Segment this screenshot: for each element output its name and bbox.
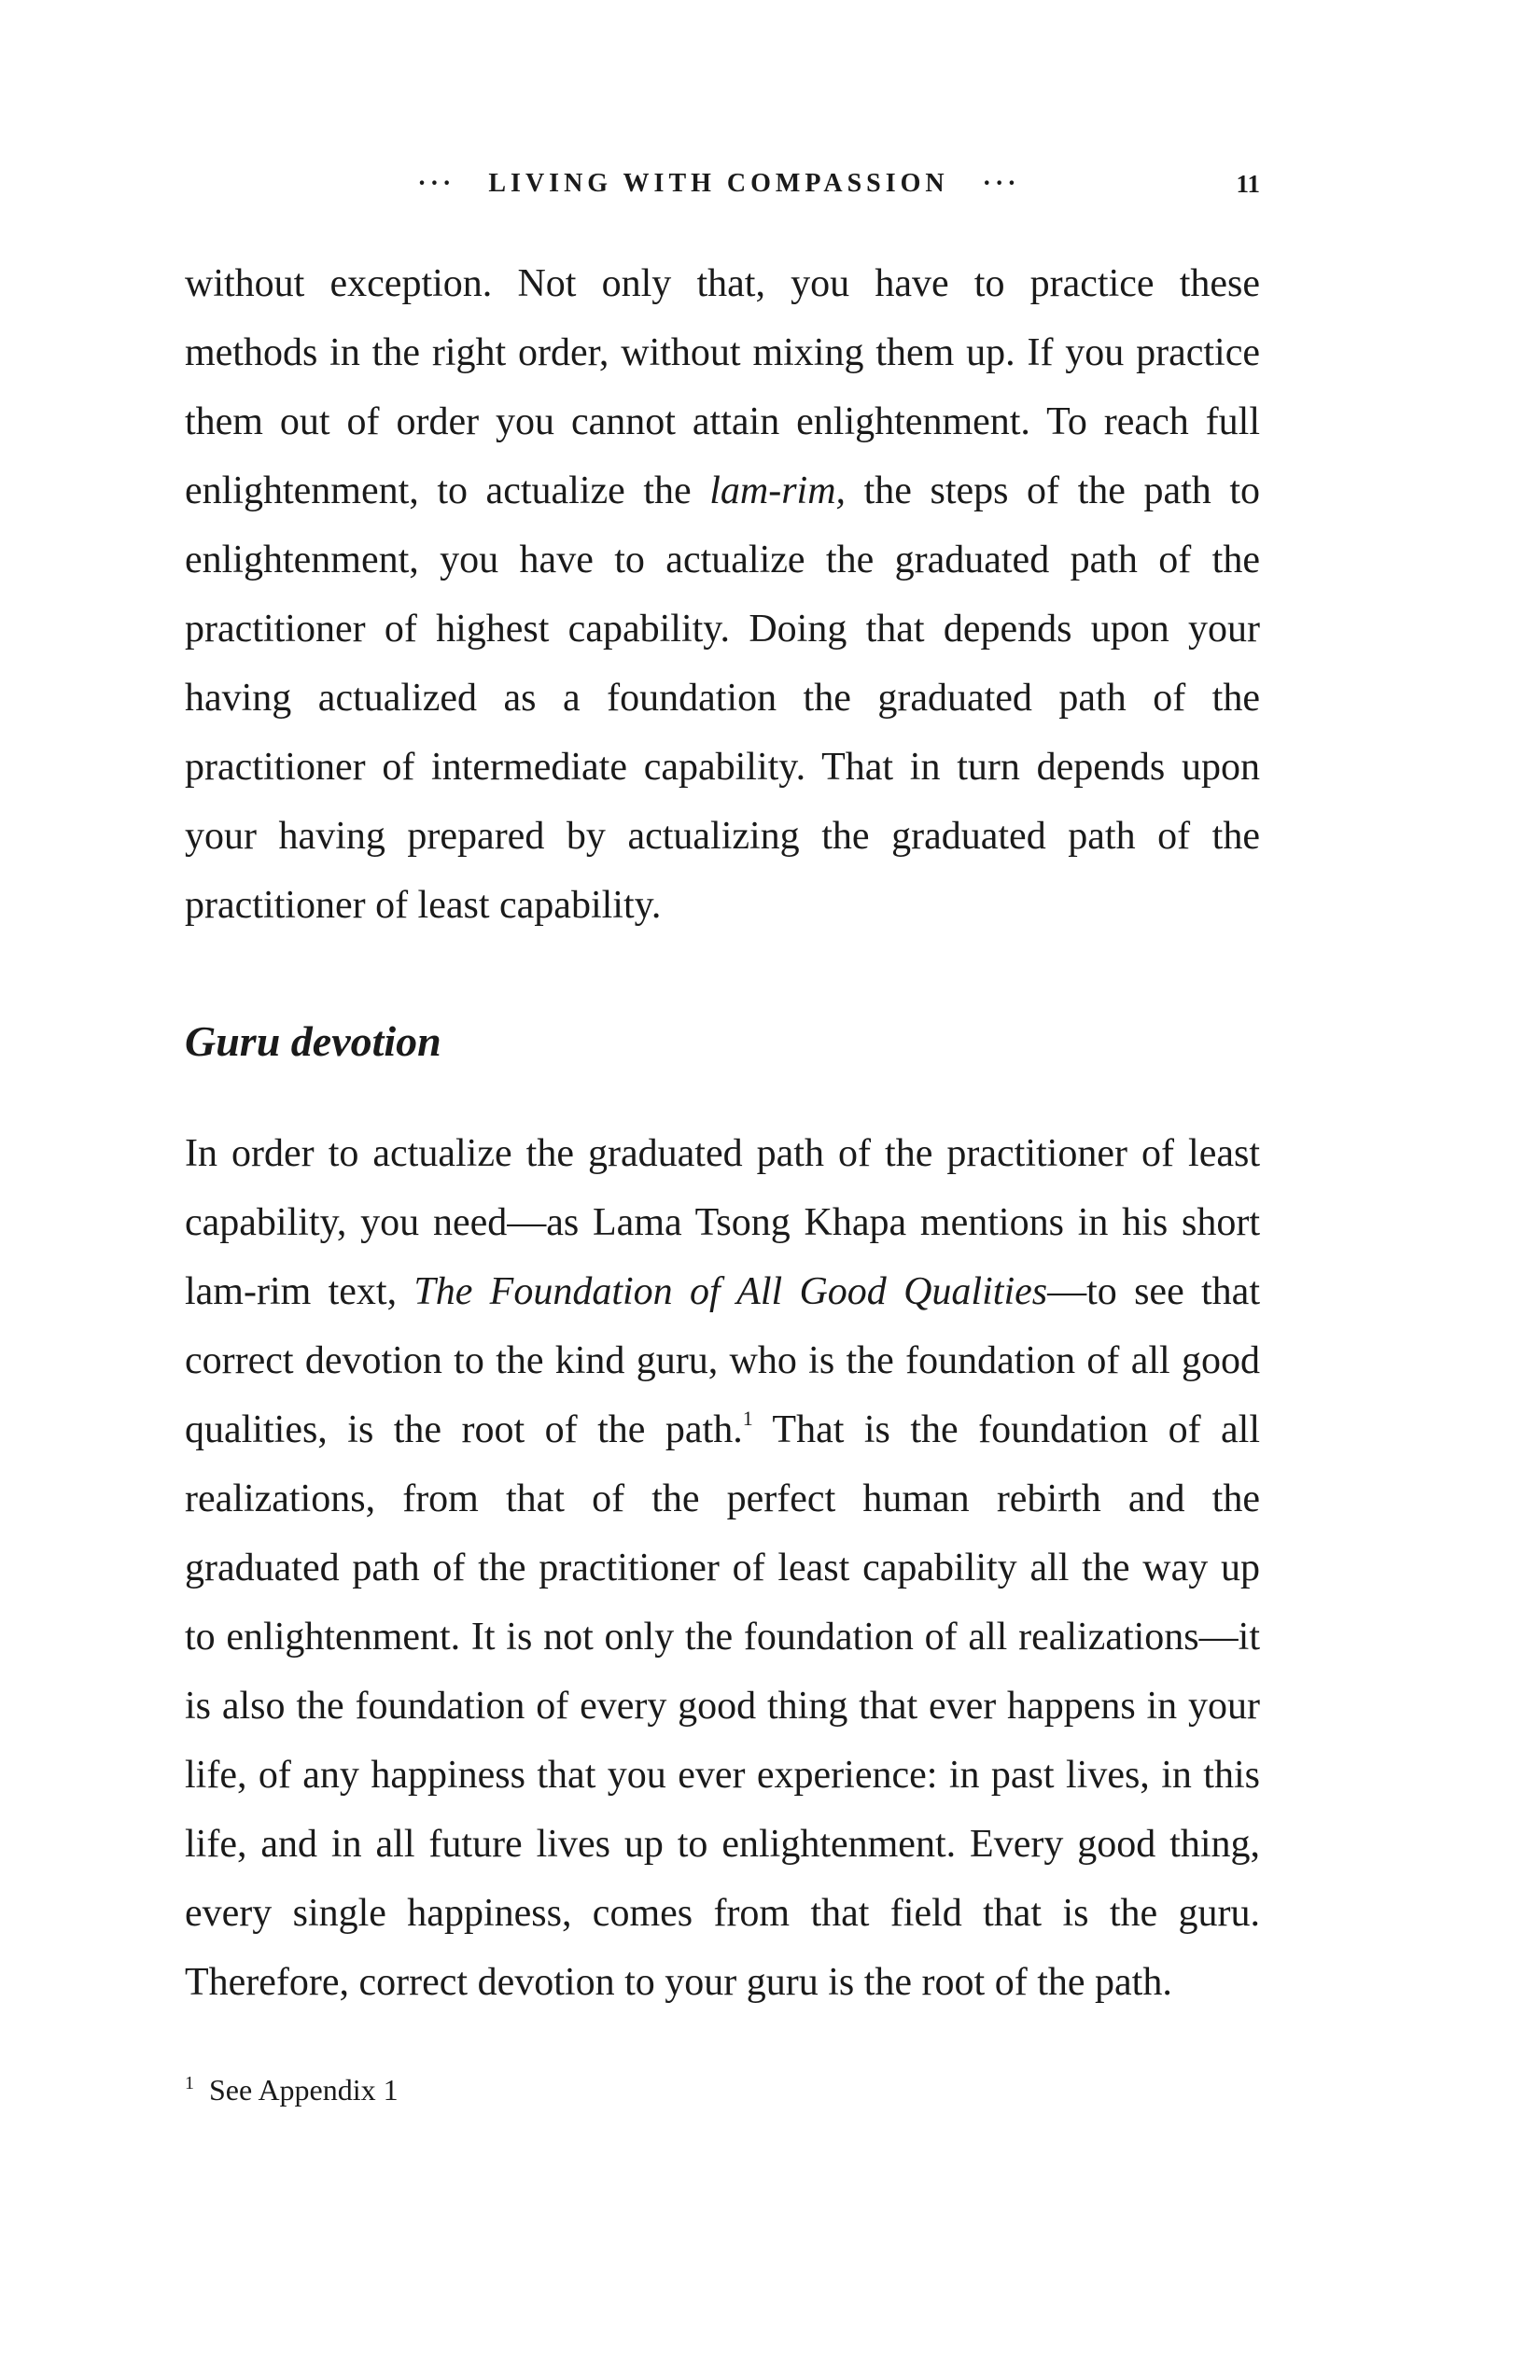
ornament-dots-right: ··· <box>982 169 1020 198</box>
footnote-text: See Appendix 1 <box>209 2073 399 2107</box>
paragraph-1-text-after: the steps of the path to enlightenment, you have to actualize the graduated path of the practitioner of highest capability. Doing that depends upon your having actualized as a foundation the graduated path of the practitioner of intermediate capability. That in turn depends upon your having prepared by actualizing the graduated path of the practitioner of least capability. <box>185 469 1260 927</box>
ornament-dots-left: ··· <box>417 169 455 198</box>
book-title-citation: The Foundation of All Good Qualities <box>413 1270 1048 1313</box>
paragraph-2-text-middle: —to see that correct devotion to the kind guru, who is the foundation of all good qualities, is the root of the path. <box>185 1270 1260 1451</box>
footnote-reference[interactable]: 1 <box>742 1407 753 1430</box>
body-text <box>185 249 1260 2017</box>
running-head-title <box>383 161 1055 207</box>
footnote-mark: 1 <box>185 2073 194 2093</box>
paragraph-2-text-after: That is the foundation of all realizations, from that of the perfect human rebirth and the graduated path of the practitioner of least capability all the way up to enlightenment. It is not only the foundation of all realizations—it is also the foundation of every good thing that ever happens in your life, of any happiness that you ever experience: in past lives, in this life, and in all future lives up to enlightenment. Every good thing, every single happiness, comes from that field that is the guru. Therefore, correct devotion to your guru is the root of the path. <box>185 1408 1261 2004</box>
book-title: LIVING WITH COMPASSION <box>488 169 949 198</box>
footnote <box>185 2065 399 2108</box>
paragraph-1-italic-term: lam-rim, <box>709 469 847 512</box>
paragraph-1-text: without exception. Not only that, you have to practice these methods in the right order, without mixing them up. If you practice them out of order you cannot attain enlightenment. To reach full enlightenment, to actualize the <box>185 262 1260 512</box>
page-number: 11 <box>1236 170 1260 198</box>
running-head <box>0 161 1540 207</box>
section-heading: Guru devotion <box>185 1017 441 1065</box>
paragraph-2 <box>185 1119 1260 2017</box>
paragraph-2-text-before: In order to actualize the graduated path of the practitioner of least capability, you need—as Lama Tsong Khapa mentions in his short lam-rim text, <box>185 1132 1260 1313</box>
paragraph-1 <box>185 249 1260 940</box>
